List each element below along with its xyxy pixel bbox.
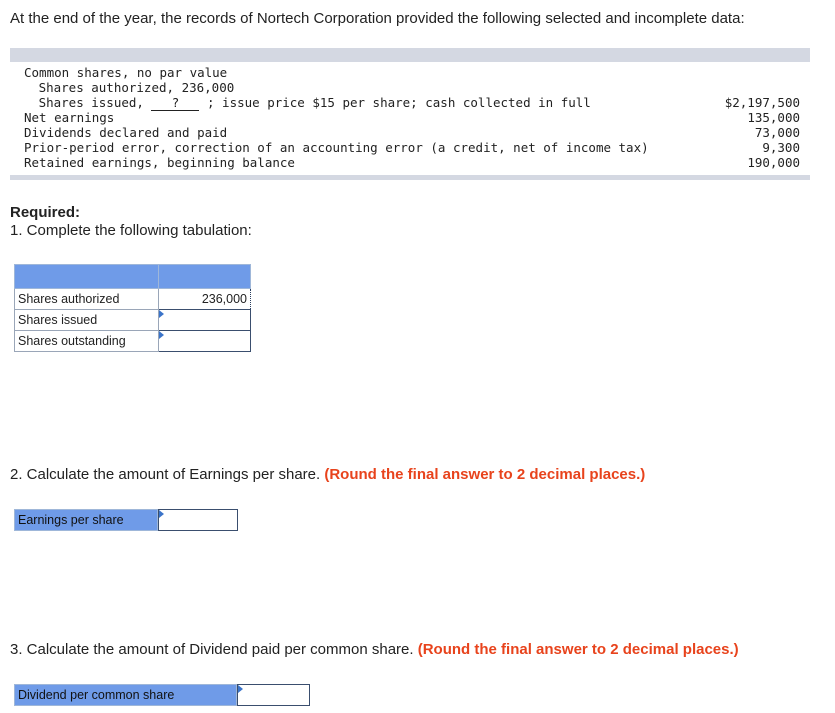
row-label: Shares issued [15, 310, 159, 331]
data-row: Common shares, no par value [24, 65, 228, 80]
eps-input[interactable] [158, 509, 238, 531]
dps-answer-row [14, 684, 310, 706]
input-marker-icon [159, 510, 164, 518]
data-row: Shares authorized, 236,000 [16, 80, 235, 95]
data-row: Dividends declared and paid 73,000 [24, 125, 800, 140]
table-row [15, 310, 251, 331]
data-row: Shares issued, ? ; issue price $15 per share; cash collected in full $2,197,500 [16, 95, 800, 110]
dps-label: Dividend per common share [14, 684, 237, 706]
blank-field: ? [151, 95, 199, 111]
shares-authorized-input[interactable]: 236,000 [159, 289, 251, 310]
eps-label: Earnings per share [14, 509, 158, 531]
input-marker-icon [159, 331, 164, 339]
question-3: 3. Calculate the amount of Dividend paid per common share. (Round the final answer to 2 decimal places.) [10, 641, 739, 658]
table-header [15, 265, 251, 289]
data-row: Prior-period error, correction of an accounting error (a credit, net of income tax) 9,300 [24, 140, 800, 155]
row-label: Shares outstanding [15, 331, 159, 352]
data-row: Retained earnings, beginning balance 190,000 [24, 155, 800, 170]
input-marker-icon [238, 685, 243, 693]
input-marker-icon [159, 310, 164, 318]
shares-outstanding-input[interactable] [159, 331, 251, 352]
table-row [15, 289, 251, 310]
row-label: Shares authorized [15, 289, 159, 310]
question-1: 1. Complete the following tabulation: [10, 222, 252, 239]
required-heading: Required: [10, 204, 81, 221]
data-table [10, 48, 810, 180]
eps-answer-row [14, 509, 238, 531]
tabulation-table [14, 264, 251, 352]
shares-issued-input[interactable] [159, 310, 251, 331]
intro-text: At the end of the year, the records of Nortech Corporation provided the following selected and incomplete data: [10, 10, 745, 27]
dps-input[interactable] [237, 684, 310, 706]
data-row: Net earnings 135,000 [24, 110, 800, 125]
table-row [15, 331, 251, 352]
question-2: 2. Calculate the amount of Earnings per share. (Round the final answer to 2 decimal places.) [10, 466, 646, 483]
